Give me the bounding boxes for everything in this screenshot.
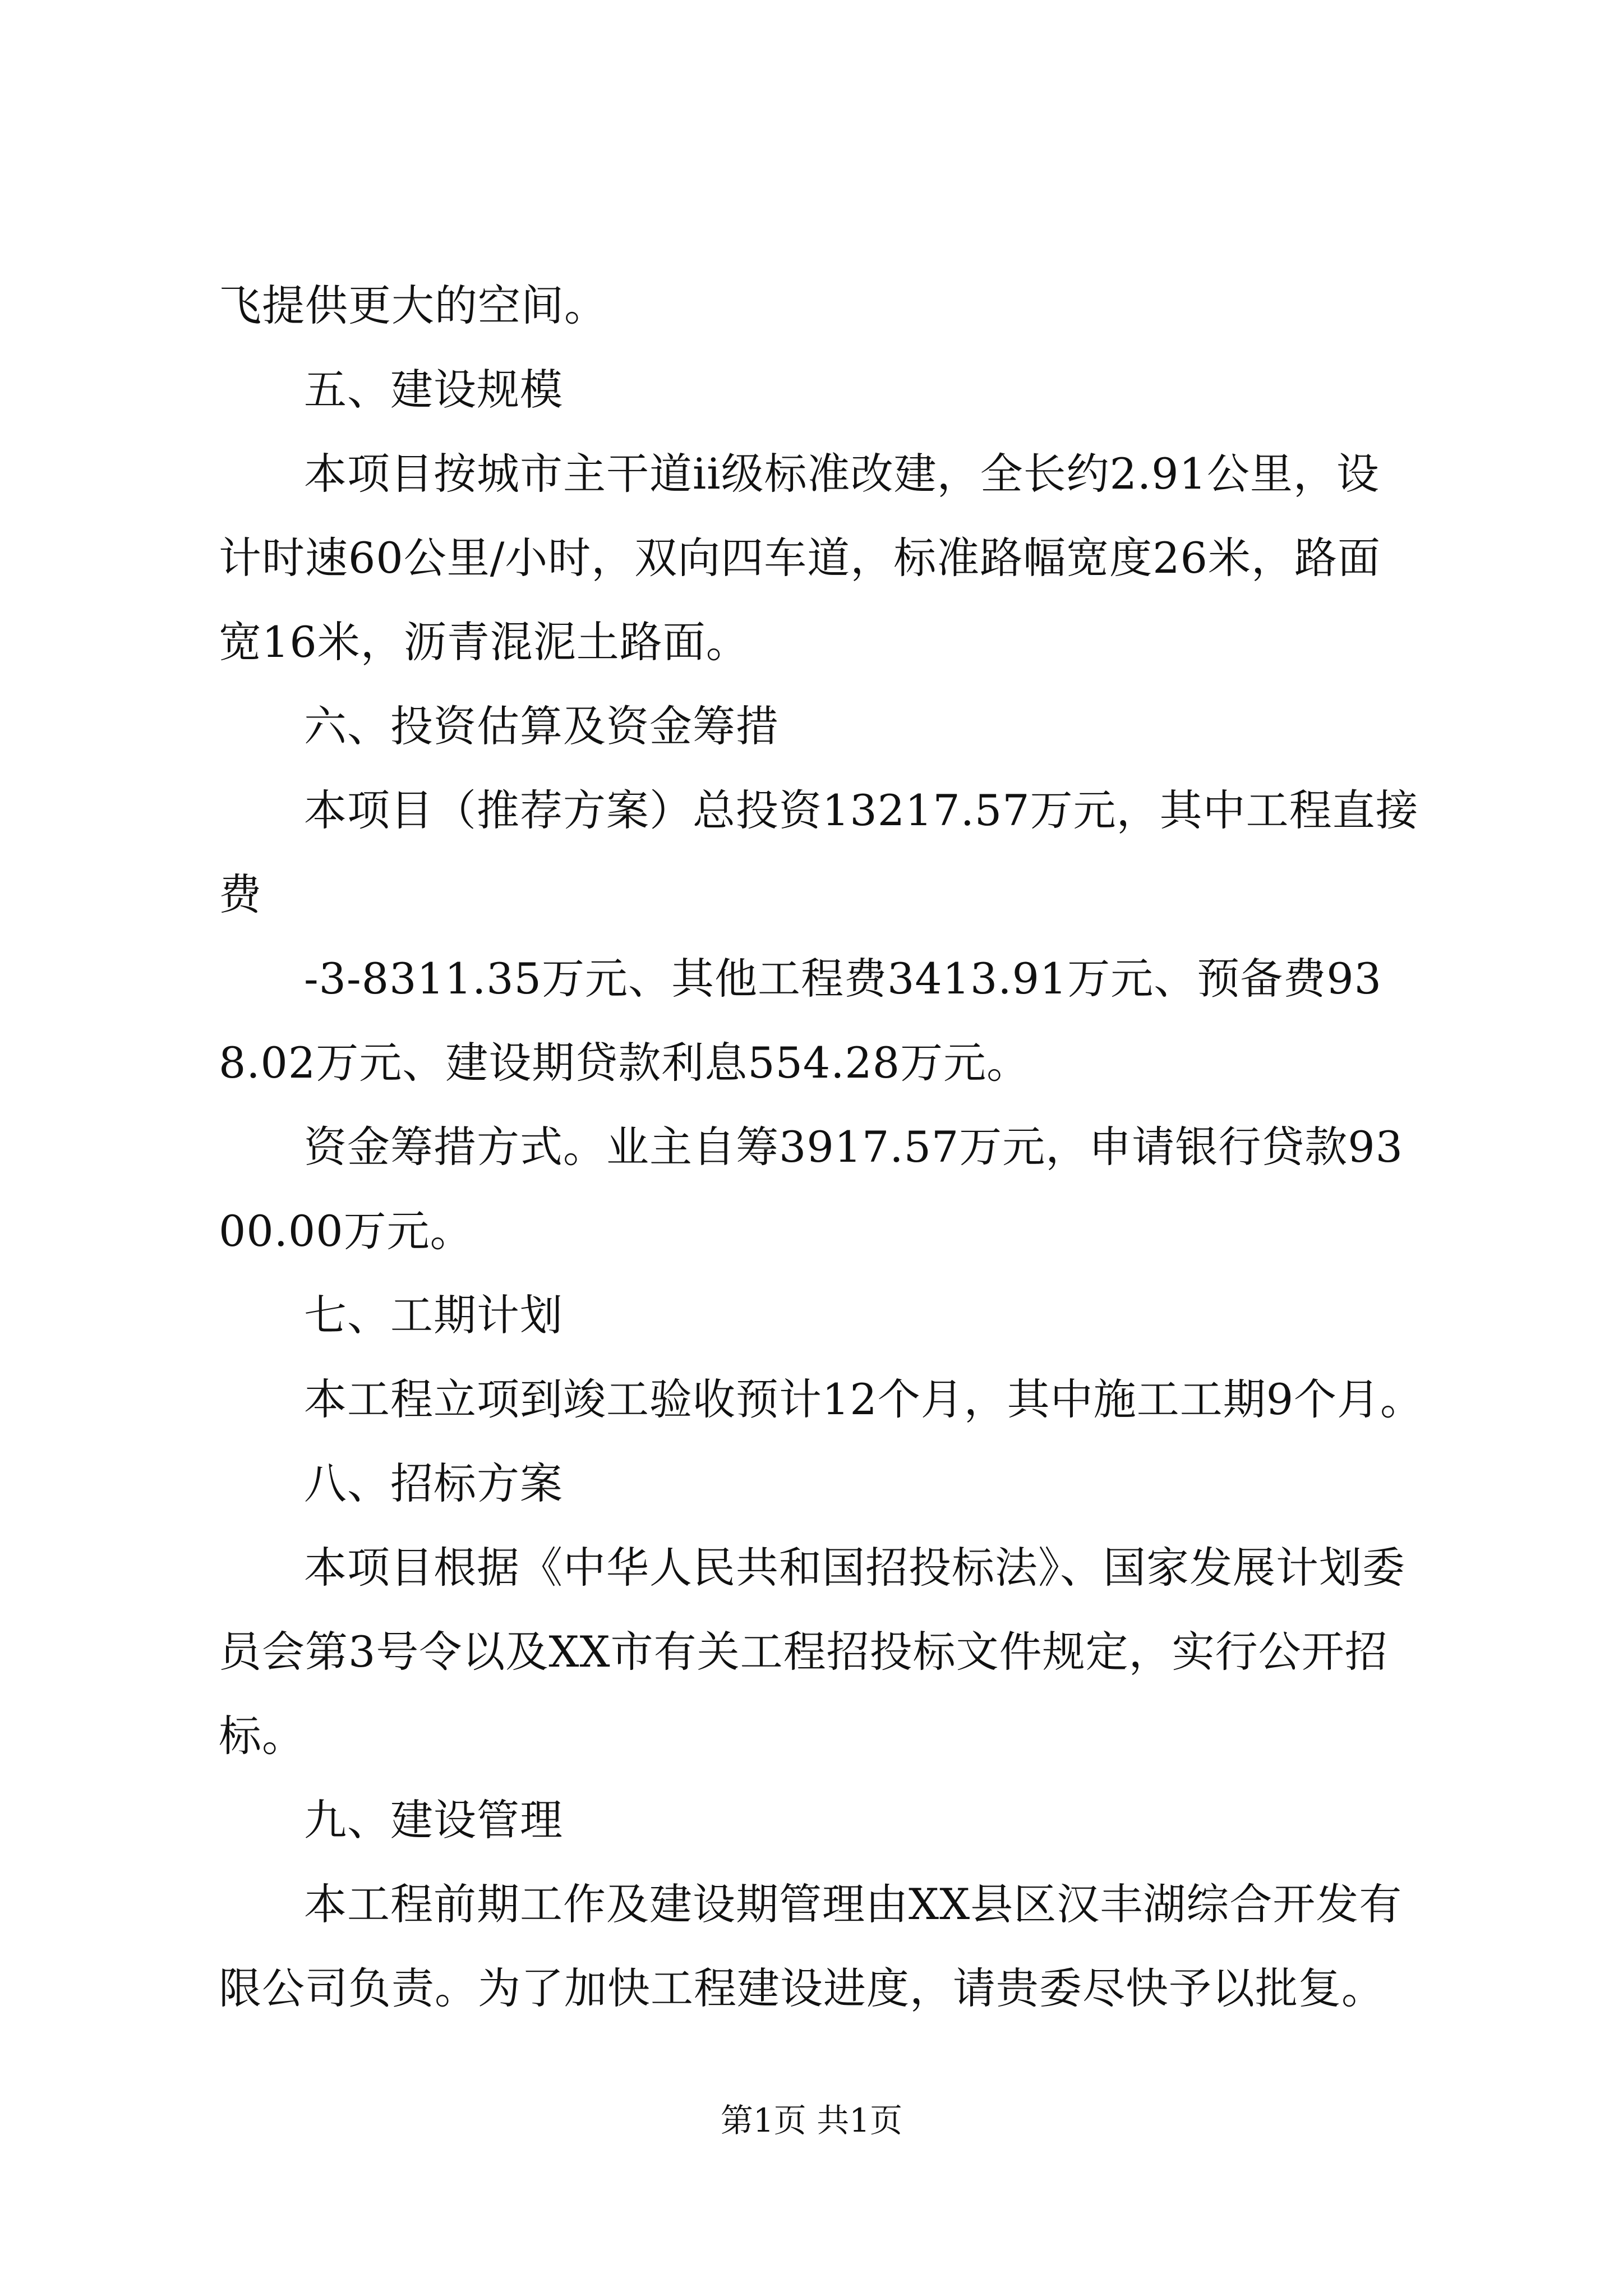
document-body: [219, 264, 1424, 2031]
section-heading-schedule: 七、工期计划: [304, 1290, 563, 1340]
section-heading-management: 九、建设管理: [304, 1795, 563, 1845]
paragraph-management: 本工程前期工作及建设期管理由XX县区汉丰湖综合开发有限公司负责。为了加快工程建设进度，请贵委尽快予以批复。: [219, 1879, 1403, 2013]
page-number-footer: 第1页 共1页: [720, 2101, 903, 2139]
paragraph-bidding: 本项目根据《中华人民共和国招投标法》、国家发展计划委员会第3号令以及XX市有关工程招投标文件规定，实行公开招标。: [219, 1543, 1405, 1761]
paragraph-schedule: 本工程立项到竣工验收预计12个月，其中施工工期9个月。: [304, 1374, 1424, 1424]
paragraph-investment-total: 本项目（推荐方案）总投资13217.57万元，其中工程直接费: [219, 785, 1419, 919]
paragraph-funding: 资金筹措方式。业主自筹3917.57万元，申请银行贷款9300.00万元。: [219, 1122, 1403, 1256]
section-heading-construction-scale: 五、建设规模: [304, 365, 563, 415]
paragraph-construction-scale: 本项目按城市主干道ii级标准改建，全长约2.91公里，设计时速60公里/小时，双向四车道，标准路幅宽度26米，路面宽16米，沥青混泥土路面。: [219, 449, 1381, 667]
section-heading-investment: 六、投资估算及资金筹措: [304, 701, 779, 751]
paragraph-continuation: 飞提供更大的空间。: [219, 280, 607, 330]
section-heading-bidding: 八、招标方案: [304, 1458, 563, 1508]
paragraph-investment-breakdown: -3-8311.35万元、其他工程费3413.91万元、预备费938.02万元、建设期贷款利息554.28万元。: [219, 954, 1382, 1088]
